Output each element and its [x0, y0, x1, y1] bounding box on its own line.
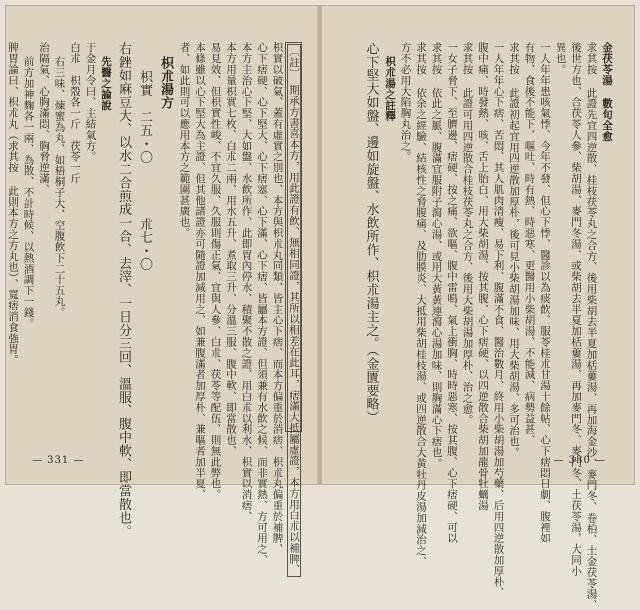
- text-column: 先醫之論說: [100, 56, 112, 111]
- text-column: 有物、食後不能下、嘔吐、時有熱、時惡寒、更醫用小柴胡湯、不能減、病勢益甚、: [523, 42, 536, 446]
- text-column: 心下痞硬、心下堅大、心下痞塞、心下滿、心下痞、皆屬本方證、但須兼有水飲之候、而非實熱、方可用之、: [256, 42, 268, 566]
- book-spread: [6, 6, 634, 610]
- text-column: 金茯苓湯 數旬全愈: [601, 42, 613, 142]
- text-column: 右三味、煉蜜為丸、如梧桐子大、空腹飲下二十五丸。: [53, 56, 66, 318]
- text-column: 後世方也、合茯苓人參、柴胡湯、麥門冬湯、或柴胡去半夏加栝蔞湯、再加麥門冬、麥門冬、土茯苓湯，大同小: [570, 42, 582, 577]
- left-page: [6, 6, 318, 575]
- text-column: 求其按 此證初起宜用四逆散加厚朴，後可見小柴胡湯加味、用大柴胡湯、多可治也。: [508, 42, 520, 458]
- text-column: 前方加神麴各一兩、為散、不計時候、以熱酒調下一錢。: [22, 56, 35, 329]
- text-column: 白朮 枳殼各一斤 茯苓一斤: [69, 42, 81, 184]
- text-column: 本方主治心下堅、大如盤、水飲所作、此即胃內停水、積聚不散之證、用白朮以利水、枳實以消痞、: [240, 42, 253, 522]
- text-column: 右銼如麻豆大、以水二合煎成一合、去滓、一日分三回、溫服、腹中軟、即當散也。: [116, 42, 131, 538]
- text-column: 求其按 此證可用四逆散合桂枝茯苓丸之合方、後用大柴胡湯加厚朴、治之愈。: [461, 42, 474, 425]
- text-column: 治隔氣、心胸滿悶、胸脅逆滿、: [38, 42, 50, 195]
- text-column: 〔註〕 期承方書喜本方，用此證有飲、無相同證，其所以相差在此耳，痞滿大抵屬虛證，本方用白朮以補脾、: [285, 42, 303, 432]
- right-page-number: — 330 —: [553, 455, 606, 466]
- text-column: 腹中痛、時發熱、咳、舌上胎白、用大柴胡湯、按其腹、心下痞硬、以四逆散合柴胡加龍骨牡蠣湯: [477, 42, 489, 511]
- text-column: 方不必用大陷胸丸治之。: [399, 42, 412, 162]
- text-column: 枳實以破氣、蓋有虛實之別也、本方與枳朮丸同類、皆主心下痞、而本方偏重於消痞、枳朮丸偏重於補脾、: [271, 42, 284, 555]
- text-column: 枳朮湯之註釋: [384, 56, 396, 122]
- text-column: 本條雖以心下堅大為主證、但其他諸證亦可隨證加減用之、如兼腹滿者加厚朴、兼嘔者加半夏、: [194, 42, 206, 500]
- text-column: 枳實 二五・〇 朮七・〇: [137, 70, 152, 271]
- left-page-number: — 331 —: [32, 455, 85, 466]
- text-column: 枳朮湯方: [158, 56, 173, 110]
- text-column: 者、如此則可以應用本方之範圍甚廣也。: [178, 42, 191, 239]
- right-page: [322, 6, 634, 610]
- text-column: 求其按 依此之脈、腹滿宜服附子瀉心湯、或用大黃黃連瀉心湯加味、則胸滿心下痞也。: [430, 42, 443, 469]
- text-column: 求其按 此證先宜四逆散、桂枝茯苓丸之合方、後用柴胡去半夏加栝蔞湯、再加海金沙、麥門冬、卷柏、土金茯苓湯、: [585, 42, 598, 610]
- text-column: 脾胃論曰、枳朮丸（求其按 此則本方之方丸也）、寬痞消食強胃。: [7, 42, 19, 366]
- text-column: 一人年年患咳氣悸、今年不發、但心下悸、醫診以為痰飲、服苓桂朮甘湯十餘帖、心下痞悶日劇、腹裡如: [539, 42, 551, 544]
- text-column: 心下堅大如盤、邊如旋盤、水飲所作、枳朮湯主之。（金匱要略）: [363, 42, 379, 425]
- text-column: 易見效、但枳實性峻、不宜久服、久服則傷正氣、宜與人參、白朮、茯苓等配伍、則無此弊也。: [209, 42, 222, 500]
- text-column: 本方用量枳實七枚、白朮二兩、用水五升、煮取三升、分溫三服、腹中軟、即當散也、: [225, 42, 237, 457]
- text-column: 異也。: [554, 42, 567, 75]
- text-column: 一女子脅下、至臍邊、痞硬、按之痛、欲嘔、腹中雷鳴、氣上衝胸、時時惡寒、按其腹、心下痞硬、可以: [446, 42, 458, 544]
- text-column: 于金月令曰、主結氣方。: [84, 42, 97, 162]
- text-column: 一人年年心下痞、苦悶、其人肌肉清瘦、易下利、腹滿不食、醫治數月、終用小柴胡湯加芍藥、后用四逆散加厚朴、: [492, 42, 505, 598]
- text-column: 求其按 依余之經驗、結核性之脅腹痛、及肋膜炎、大抵用柴胡桂枝湯、或四逆散合大黃牡丹皮湯加減治之、: [415, 42, 427, 567]
